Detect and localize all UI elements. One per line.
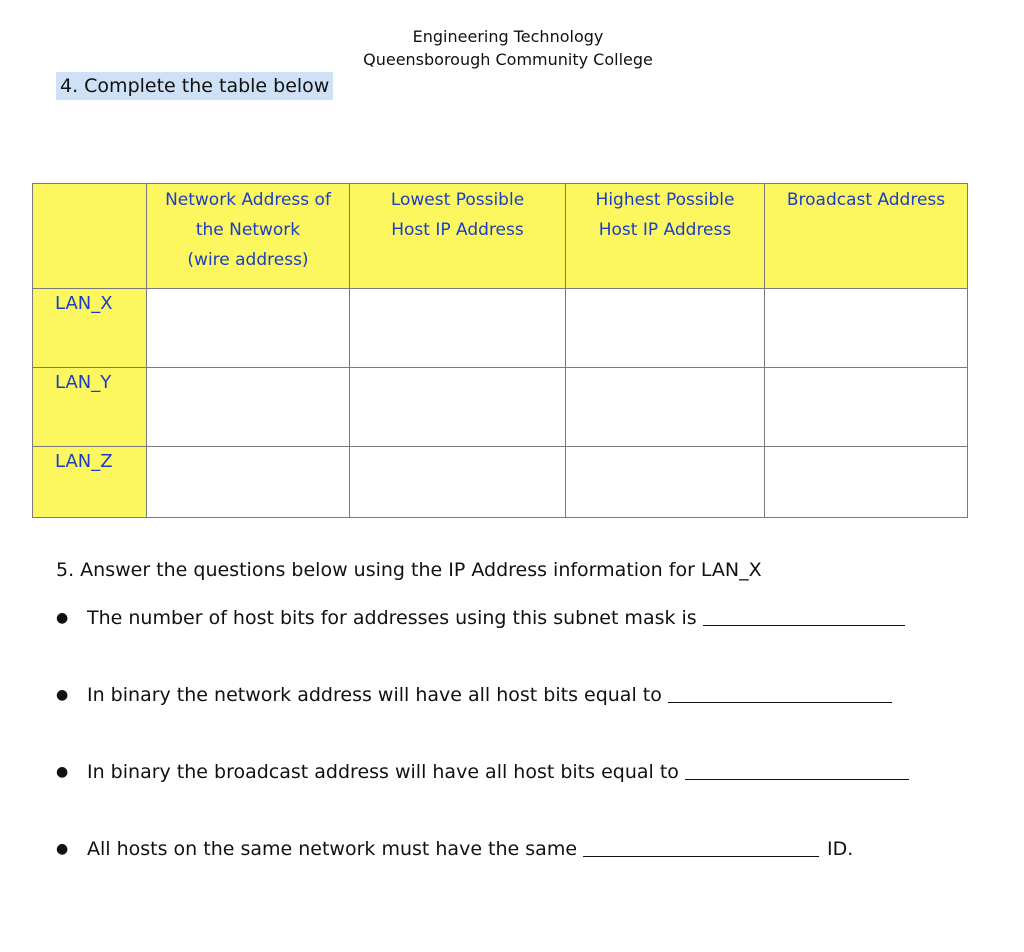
answer-cell[interactable]	[765, 289, 968, 368]
header-highest-host	[566, 184, 765, 289]
bullet-dot: ●	[56, 764, 69, 780]
bullet-text: In binary the broadcast address will have all host bits equal to	[87, 761, 679, 783]
bullet-broadcast-address-bits	[56, 761, 909, 783]
answer-cell[interactable]	[147, 447, 350, 518]
table-row	[33, 447, 968, 518]
bullet-dot: ●	[56, 687, 69, 703]
answer-cell[interactable]	[350, 289, 566, 368]
answer-blank[interactable]	[685, 761, 909, 780]
answer-cell[interactable]	[765, 447, 968, 518]
answer-cell[interactable]	[765, 368, 968, 447]
header-lowest-host	[350, 184, 566, 289]
bullet-dot: ●	[56, 610, 69, 626]
header-network-address	[147, 184, 350, 289]
table-row	[33, 368, 968, 447]
answer-blank[interactable]	[583, 838, 819, 857]
header-college: Queensborough Community College	[363, 50, 653, 69]
bullet-same-id	[56, 838, 853, 860]
answer-cell[interactable]	[566, 368, 765, 447]
header-line: Lowest Possible	[390, 190, 525, 210]
table-row	[33, 289, 968, 368]
header-line: Host IP Address	[598, 220, 732, 240]
header-line: Highest Possible	[595, 190, 735, 210]
answer-cell[interactable]	[566, 447, 765, 518]
row-label-lan-z: LAN_Z	[33, 447, 147, 518]
bullet-text: In binary the network address will have all host bits equal to	[87, 684, 662, 706]
header-line: the Network	[195, 220, 301, 240]
answer-cell[interactable]	[147, 368, 350, 447]
header-department: Engineering Technology	[412, 27, 604, 46]
corner-cell	[33, 184, 147, 289]
header-line: Network Address of	[165, 190, 331, 210]
answer-blank[interactable]	[668, 684, 892, 703]
address-table	[32, 183, 968, 518]
row-label-lan-x: LAN_X	[33, 289, 147, 368]
bullet-dot: ●	[56, 841, 69, 857]
header-broadcast	[765, 184, 968, 289]
question-5-title: 5. Answer the questions below using the IP Address information for LAN_X	[56, 559, 762, 581]
bullet-suffix: ID.	[827, 838, 854, 860]
bullet-text: All hosts on the same network must have the same	[87, 838, 578, 860]
answer-cell[interactable]	[350, 368, 566, 447]
table-header-row	[33, 184, 968, 289]
row-label-lan-y: LAN_Y	[33, 368, 147, 447]
header-line: Broadcast Address	[786, 190, 946, 210]
bullet-text: The number of host bits for addresses using this subnet mask is	[87, 607, 697, 629]
answer-cell[interactable]	[566, 289, 765, 368]
header-line: (wire address)	[187, 250, 309, 270]
answer-blank[interactable]	[703, 607, 905, 626]
header-line: Host IP Address	[391, 220, 524, 240]
question-4-title: 4. Complete the table below	[56, 72, 333, 100]
answer-cell[interactable]	[350, 447, 566, 518]
answer-cell[interactable]	[147, 289, 350, 368]
bullet-host-bits	[56, 607, 905, 629]
bullet-network-address-bits	[56, 684, 892, 706]
